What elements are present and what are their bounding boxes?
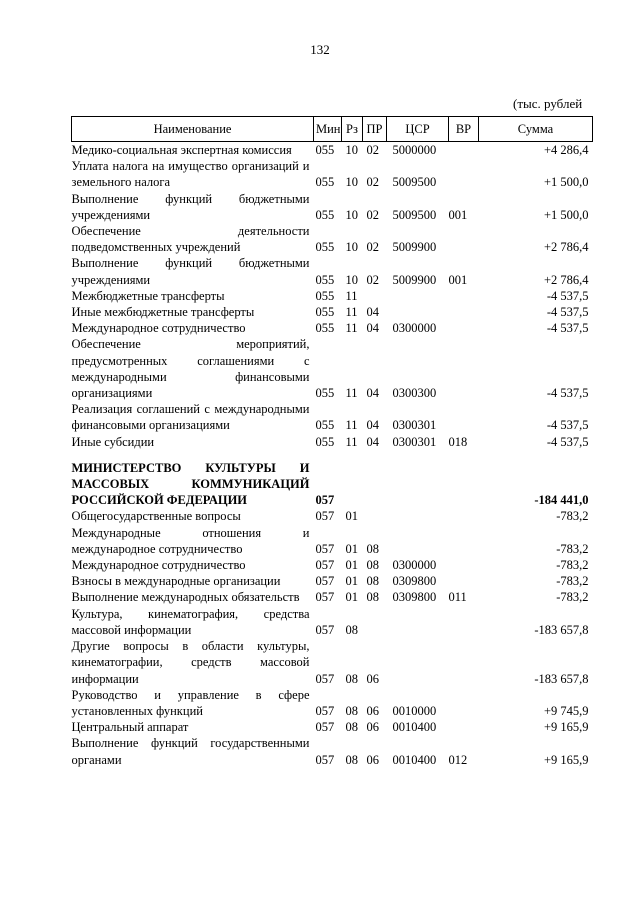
- header-pr: ПР: [363, 117, 387, 142]
- cell-min: 057: [315, 558, 335, 573]
- cell-vr: [449, 401, 479, 433]
- table-row: [72, 158, 593, 190]
- cell-vr: [449, 460, 479, 509]
- cell-min: 057: [315, 574, 335, 589]
- cell-csr: 0300000: [392, 558, 437, 573]
- cell-pr: [363, 288, 387, 304]
- cell-min: 055: [315, 418, 335, 433]
- cell-min: 055: [315, 240, 335, 255]
- cell-sum: -783,2: [556, 590, 589, 605]
- cell-vr: [449, 638, 479, 687]
- cell-sum: +9 165,9: [543, 720, 589, 735]
- cell-min: 055: [315, 434, 335, 449]
- cell-min: 057: [315, 509, 335, 524]
- table-row: [72, 304, 593, 320]
- cell-min: 055: [315, 207, 335, 222]
- cell-name: Центральный аппарат: [71, 720, 189, 735]
- cell-vr: [449, 304, 479, 320]
- cell-pr: 04: [366, 418, 379, 433]
- cell-csr: [387, 606, 449, 638]
- cell-rz: 11: [345, 305, 358, 320]
- cell-pr: 04: [366, 434, 379, 449]
- cell-csr: 0010400: [392, 720, 437, 735]
- cell-rz: 01: [345, 509, 358, 524]
- cell-min: 057: [315, 671, 335, 686]
- cell-vr: 001: [448, 272, 468, 287]
- cell-vr: [449, 336, 479, 401]
- table-row: [72, 460, 593, 509]
- cell-rz: 11: [345, 386, 358, 401]
- header-min: Мин: [314, 117, 342, 142]
- cell-name: Общегосударственные вопросы: [71, 509, 241, 524]
- budget-table: [71, 116, 593, 768]
- table-row: [72, 638, 593, 687]
- cell-min: 057: [315, 541, 335, 556]
- cell-csr: 5009900: [392, 240, 437, 255]
- table-row: [72, 142, 593, 159]
- cell-rz: 10: [345, 143, 358, 157]
- table-row: [72, 336, 593, 401]
- cell-rz: 11: [345, 288, 358, 303]
- cell-name: Руководство и управление в сфере установленных функций: [71, 687, 310, 718]
- cell-min: 055: [315, 288, 335, 303]
- cell-vr: [449, 288, 479, 304]
- cell-pr: [363, 460, 387, 509]
- cell-csr: [387, 460, 449, 509]
- cell-min: 055: [315, 305, 335, 320]
- cell-rz: 11: [345, 418, 358, 433]
- cell-pr: 02: [366, 240, 379, 255]
- cell-pr: 02: [366, 207, 379, 222]
- cell-sum: -4 537,5: [546, 305, 589, 320]
- table-row: [72, 508, 593, 524]
- cell-csr: 5000000: [392, 143, 437, 157]
- cell-sum: -4 537,5: [546, 386, 589, 401]
- cell-min: 057: [315, 590, 335, 605]
- cell-rz: 10: [345, 175, 358, 190]
- cell-vr: [449, 573, 479, 589]
- cell-name: Культура, кинематография, средства массовой информации: [71, 606, 310, 637]
- cell-vr: 018: [448, 434, 468, 449]
- cell-csr: 0300301: [392, 418, 437, 433]
- table-row: [72, 288, 593, 304]
- cell-sum: +4 286,4: [543, 143, 589, 157]
- cell-sum: +2 786,4: [543, 240, 589, 255]
- table-row: [72, 557, 593, 573]
- cell-rz: 08: [345, 720, 358, 735]
- cell-pr: 02: [366, 272, 379, 287]
- cell-pr: 02: [366, 143, 379, 157]
- cell-pr: 06: [366, 752, 379, 767]
- cell-csr: 0300300: [392, 386, 437, 401]
- cell-pr: 08: [366, 574, 379, 589]
- cell-min: 057: [315, 720, 335, 735]
- cell-sum: -783,2: [556, 558, 589, 573]
- table-spacer-row: [72, 450, 593, 460]
- cell-csr: [387, 638, 449, 687]
- cell-sum: -4 537,5: [546, 434, 589, 449]
- cell-name: Обеспечение деятельности подведомственных учреждений: [71, 224, 310, 255]
- cell-min: 057: [315, 493, 335, 508]
- cell-vr: [449, 158, 479, 190]
- cell-vr: [449, 606, 479, 638]
- cell-min: 055: [315, 272, 335, 287]
- cell-sum: +9 745,9: [543, 703, 589, 718]
- table-row: [72, 735, 593, 767]
- cell-csr: 0010000: [392, 703, 437, 718]
- cell-pr: 08: [366, 541, 379, 556]
- cell-name: Выполнение функций бюджетными учреждениями: [71, 191, 310, 222]
- table-row: [72, 191, 593, 223]
- cell-vr: [449, 557, 479, 573]
- cell-csr: 0309800: [392, 590, 437, 605]
- cell-pr: 04: [366, 321, 379, 336]
- cell-sum: -183 657,8: [534, 622, 589, 637]
- cell-name: Другие вопросы в области культуры, кинематографии, средств массовой информации: [71, 639, 310, 686]
- cell-name: Международное сотрудничество: [71, 321, 246, 336]
- cell-rz: 10: [345, 240, 358, 255]
- cell-sum: -4 537,5: [546, 321, 589, 336]
- cell-pr: 06: [366, 720, 379, 735]
- cell-sum: +1 500,0: [543, 207, 589, 222]
- table-row: [72, 434, 593, 450]
- cell-csr: 5009500: [392, 175, 437, 190]
- cell-rz: 01: [345, 541, 358, 556]
- cell-sum: -783,2: [556, 574, 589, 589]
- cell-name: Иные межбюджетные трансферты: [71, 305, 255, 320]
- cell-name: Выполнение функций бюджетными учреждениями: [71, 256, 310, 287]
- cell-name: Уплата налога на имущество организаций и земельного налога: [71, 159, 310, 190]
- cell-pr: 04: [366, 305, 379, 320]
- cell-min: 057: [315, 703, 335, 718]
- cell-csr: 5009900: [392, 272, 437, 287]
- cell-name: Международные отношения и международное сотрудничество: [71, 525, 310, 556]
- cell-pr: 02: [366, 175, 379, 190]
- header-sum: Сумма: [479, 117, 593, 142]
- page-number: 132: [310, 42, 330, 57]
- cell-sum: -4 537,5: [546, 418, 589, 433]
- cell-min: 055: [315, 175, 335, 190]
- cell-min: 055: [315, 143, 335, 157]
- cell-sum: -4 537,5: [546, 288, 589, 303]
- cell-name: Иные субсидии: [71, 434, 155, 449]
- cell-vr: 001: [448, 207, 468, 222]
- cell-name: Обеспечение мероприятий, предусмотренных соглашениями с международными финансовыми организациями: [71, 337, 310, 401]
- spacer-cell: [72, 450, 593, 460]
- header-rz: Рз: [342, 117, 363, 142]
- table-row: [72, 589, 593, 605]
- cell-name: Реализация соглашений с международными финансовыми организациями: [71, 402, 310, 433]
- cell-name: Взносы в международные организации: [71, 574, 281, 589]
- cell-csr: [387, 508, 449, 524]
- cell-min: 055: [315, 321, 335, 336]
- cell-name: Выполнение международных обязательств: [71, 590, 300, 605]
- cell-rz: 08: [345, 671, 358, 686]
- cell-rz: 01: [345, 590, 358, 605]
- cell-sum: -783,2: [556, 541, 589, 556]
- table-row: [72, 401, 593, 433]
- table-row: [72, 223, 593, 255]
- table-row: [72, 573, 593, 589]
- cell-vr: [449, 508, 479, 524]
- table-row: [72, 525, 593, 557]
- cell-rz: 01: [345, 558, 358, 573]
- cell-name: МИНИСТЕРСТВО КУЛЬТУРЫ И МАССОВЫХ КОММУНИКАЦИЙ РОССИЙСКОЙ ФЕДЕРАЦИИ: [71, 460, 310, 508]
- cell-csr: 5009500: [392, 207, 437, 222]
- cell-csr: [387, 525, 449, 557]
- table-row: [72, 320, 593, 336]
- cell-rz: 08: [345, 752, 358, 767]
- cell-sum: +2 786,4: [543, 272, 589, 287]
- cell-vr: [449, 687, 479, 719]
- cell-vr: 011: [448, 590, 467, 605]
- cell-min: 057: [315, 622, 335, 637]
- cell-sum: -783,2: [556, 509, 589, 524]
- cell-sum: -183 657,8: [534, 671, 589, 686]
- cell-rz: 01: [345, 574, 358, 589]
- cell-pr: 04: [366, 386, 379, 401]
- cell-vr: [449, 223, 479, 255]
- cell-rz: 08: [345, 703, 358, 718]
- cell-min: 057: [315, 752, 335, 767]
- cell-vr: [449, 525, 479, 557]
- cell-rz: 10: [345, 272, 358, 287]
- units-label: (тыс. рублей: [513, 96, 583, 111]
- header-vr: ВР: [449, 117, 479, 142]
- cell-rz: [342, 460, 363, 509]
- cell-vr: [449, 142, 479, 159]
- cell-vr: 012: [448, 752, 468, 767]
- cell-name: Межбюджетные трансферты: [71, 288, 225, 303]
- cell-sum: -184 441,0: [534, 493, 589, 508]
- cell-rz: 08: [345, 622, 358, 637]
- cell-pr: 08: [366, 590, 379, 605]
- cell-pr: [363, 606, 387, 638]
- cell-name: Медико-социальная экспертная комиссия: [71, 143, 292, 157]
- table-row: [72, 719, 593, 735]
- cell-pr: 08: [366, 558, 379, 573]
- table-body: [72, 142, 593, 768]
- cell-csr: 0010400: [392, 752, 437, 767]
- table-row: [72, 687, 593, 719]
- cell-sum: +9 165,9: [543, 752, 589, 767]
- table-row: [72, 606, 593, 638]
- header-name: Наименование: [72, 117, 314, 142]
- cell-csr: 0309800: [392, 574, 437, 589]
- cell-csr: [387, 288, 449, 304]
- cell-vr: [449, 320, 479, 336]
- cell-rz: 11: [345, 434, 358, 449]
- cell-sum: +1 500,0: [543, 175, 589, 190]
- cell-name: Выполнение функций государственными органами: [71, 736, 310, 767]
- header-csr: ЦСР: [387, 117, 449, 142]
- cell-rz: 11: [345, 321, 358, 336]
- cell-min: 055: [315, 386, 335, 401]
- cell-csr: 0300000: [392, 321, 437, 336]
- cell-rz: 10: [345, 207, 358, 222]
- cell-pr: [363, 508, 387, 524]
- cell-pr: 06: [366, 671, 379, 686]
- cell-vr: [449, 719, 479, 735]
- cell-csr: 0300301: [392, 434, 437, 449]
- table-header-row: [72, 117, 593, 142]
- cell-pr: 06: [366, 703, 379, 718]
- cell-csr: [387, 304, 449, 320]
- table-row: [72, 255, 593, 287]
- cell-name: Международное сотрудничество: [71, 558, 246, 573]
